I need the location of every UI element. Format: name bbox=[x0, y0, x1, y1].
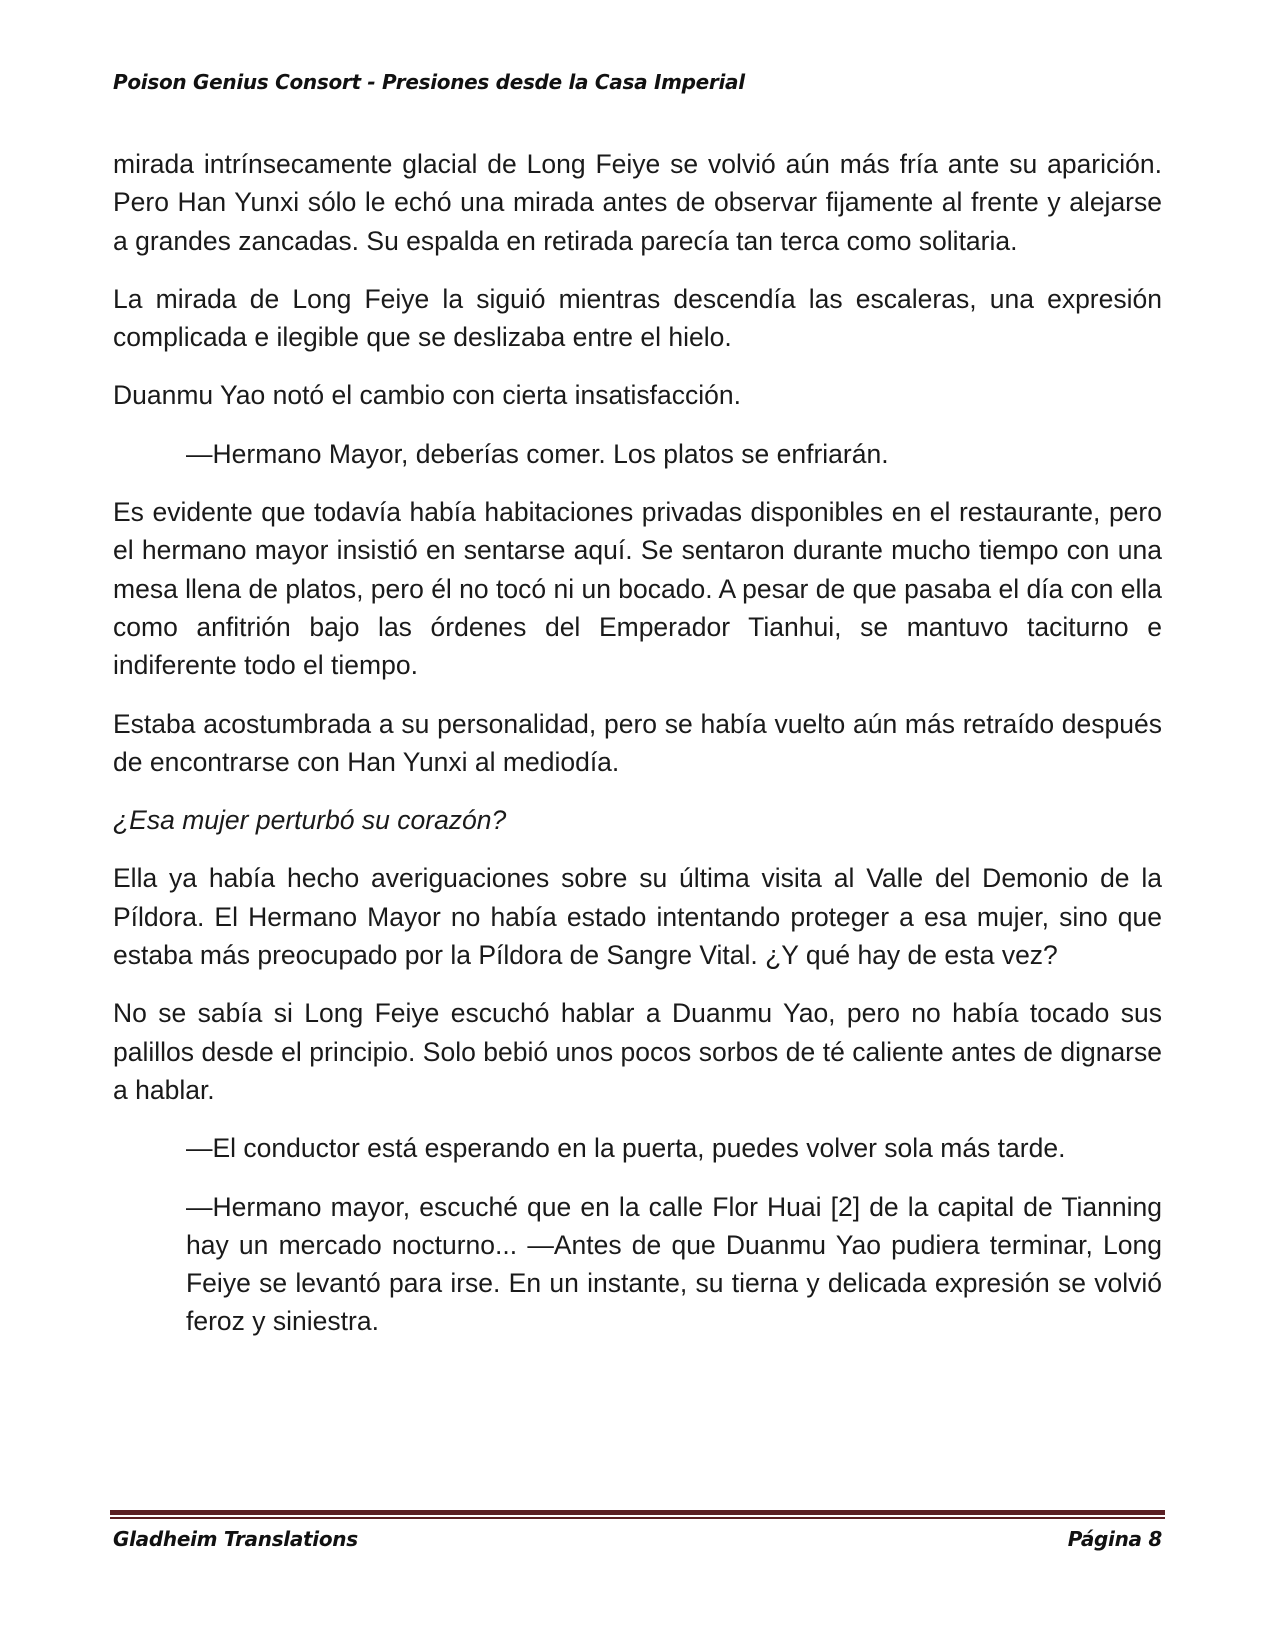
paragraph: No se sabía si Long Feiye escuchó hablar a Duanmu Yao, pero no había tocado sus palillos desde el principio. Solo bebió unos pocos sorbos de té caliente antes de dignarse a hablar. bbox=[113, 998, 1162, 1105]
body-text bbox=[113, 145, 1162, 1361]
running-header-title: Poison Genius Consort - Presiones desde la Casa Imperial bbox=[113, 70, 745, 94]
dialogue-paragraph: —Hermano Mayor, deberías comer. Los platos se enfriarán. bbox=[186, 438, 889, 469]
paragraph: Es evidente que todavía había habitaciones privadas disponibles en el restaurante, pero el hermano mayor insistió en sentarse aquí. Se sentaron durante mucho tiempo con una mesa llena de platos, pero él no tocó ni un bocado. A pesar de que pasaba el día con ella como anfitrión bajo las órdenes del Emperador Tianhui, se mantuvo taciturno e indiferente todo el tiempo. bbox=[113, 497, 1162, 681]
thought-paragraph: ¿Esa mujer perturbó su corazón? bbox=[113, 805, 507, 836]
footer-page-number: Página 8 bbox=[1067, 1527, 1162, 1551]
paragraph: La mirada de Long Feiye la siguió mientras descendía las escaleras, una expresión complicada e ilegible que se deslizaba entre el hielo. bbox=[113, 283, 1162, 353]
paragraph: Ella ya había hecho averiguaciones sobre su última visita al Valle del Demonio de la Píldora. El Hermano Mayor no había estado intentando proteger a esa mujer, sino que estaba más preocupado por la Píldora de Sangre Vital. ¿Y qué hay de esta vez? bbox=[113, 863, 1162, 971]
footer-divider bbox=[110, 1510, 1165, 1520]
dialogue-paragraph: —El conductor está esperando en la puerta, puedes volver sola más tarde. bbox=[186, 1133, 1066, 1164]
paragraph: Estaba acostumbrada a su personalidad, pero se había vuelto aún más retraído después de encontrarse con Han Yunxi al mediodía. bbox=[113, 708, 1162, 777]
paragraph: Duanmu Yao notó el cambio con cierta insatisfacción. bbox=[113, 380, 742, 411]
dialogue-paragraph: —Hermano mayor, escuché que en la calle Flor Huai [2] de la capital de Tianning hay un mercado nocturno... —Antes de que Duanmu Yao pudiera terminar, Long Feiye se levantó para irse. En un instante, su tierna y delicada expresión se volvió feroz y siniestra. bbox=[186, 1191, 1162, 1337]
footer-publisher: Gladheim Translations bbox=[113, 1527, 358, 1551]
paragraph: mirada intrínsecamente glacial de Long Feiye se volvió aún más fría ante su aparición. Pero Han Yunxi sólo le echó una mirada antes de observar fijamente al frente y alejarse a grandes zancadas. Su espalda en retirada parecía tan terca como solitaria. bbox=[113, 149, 1162, 256]
